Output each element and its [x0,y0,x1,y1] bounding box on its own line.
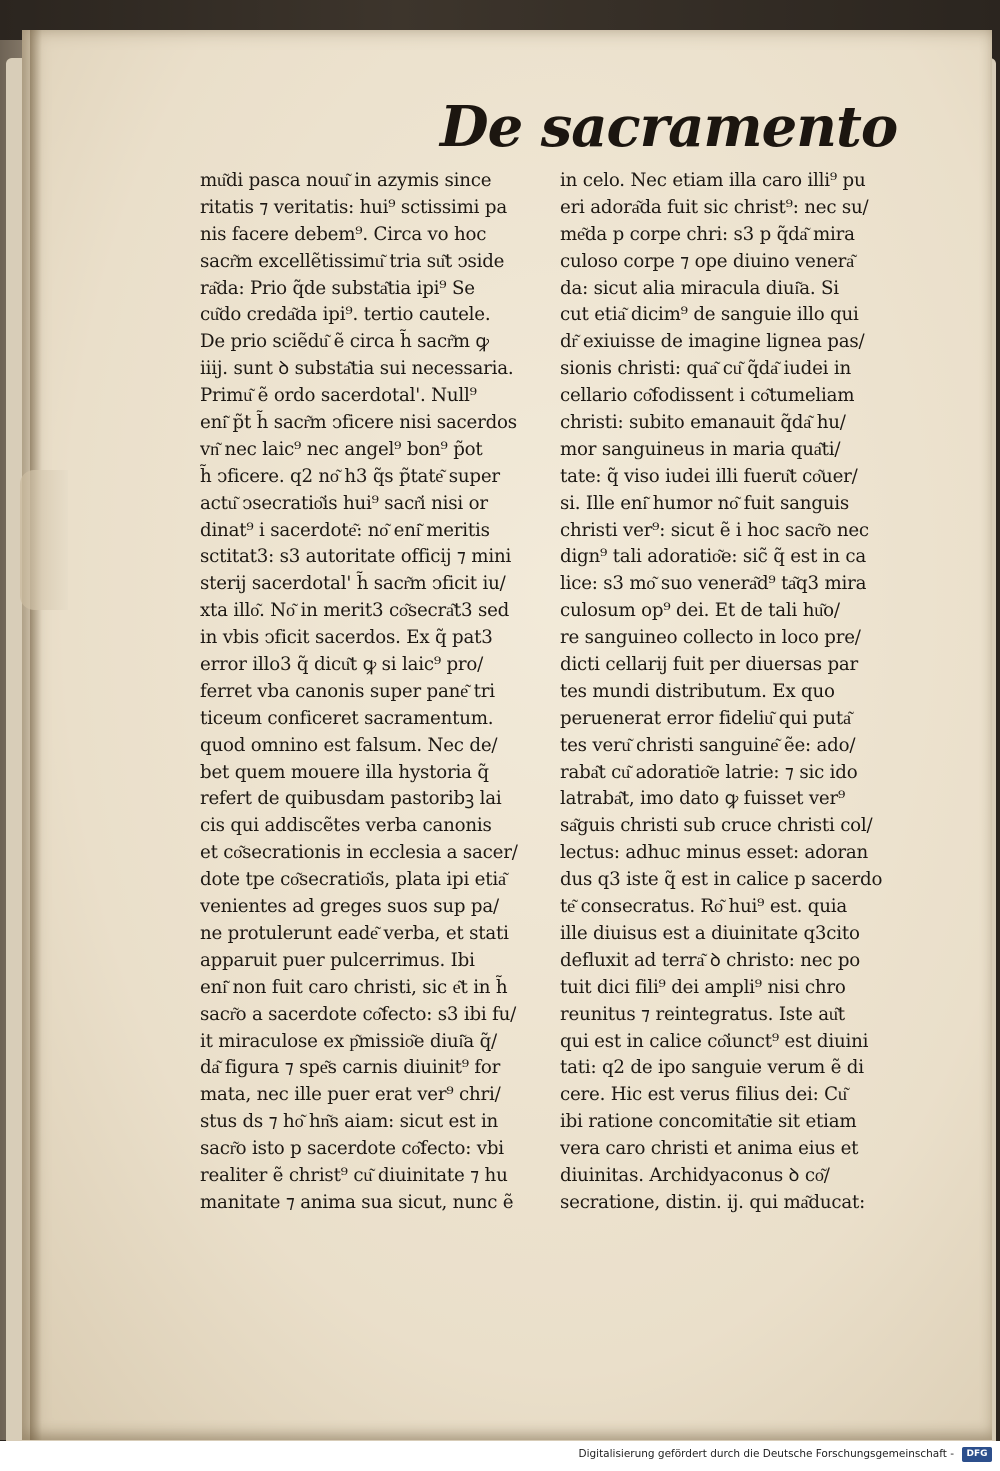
text-line: ne protulerunt eade͂ verba, et stati [200,922,509,944]
right-text-column [560,168,920,1217]
text-line: dr͂ exiuisse de imagine lignea pas/ [560,331,865,353]
text-line: qui est in calice co͂iunct⁹ est diuini [560,1030,869,1052]
text-line: in vbis ↄficit sacerdos. Ex q̃ pat3 [200,627,493,649]
text-line: christi ver⁹: sicut ẽ i hoc sacr͂o nec [560,519,869,541]
text-line: nis facere debem⁹. Circa vo hoc [200,223,487,245]
text-line: refert de quibusdam pastoribꝫ lai [200,788,502,810]
text-line: apparuit puer pulcerrimus. Ibi [200,949,475,971]
text-line: da: sicut alia miracula diui͂a. Si [560,277,839,299]
text-line: eni͂ non fuit caro christi, sic e͂t in h̃ [200,976,508,998]
text-line: da͂ figura ⁊ spe͂s carnis diuinit⁹ for [200,1057,501,1079]
text-line: quod omnino est falsum. Nec de/ [200,734,498,756]
text-line: et co͂secrationis in ecclesia a sacer/ [200,842,518,864]
text-line: ritatis ⁊ veritatis: hui⁹ sctissimi pa [200,196,507,218]
text-line: mu͂di pasca nouu͂ in azymis since [200,170,492,191]
running-heading: De sacramento [440,94,898,160]
text-line: dign⁹ tali adoratio͂e: sic̃ q̃ est in ca [560,546,866,568]
text-line: h̃ ↄficere. q2 no͂ h3 q̃s p̃tate͂ super [200,465,500,487]
left-text-column [200,168,550,1217]
text-line: re sanguineo collecto in loco pre/ [560,627,861,649]
text-line: cut etia͂ dicim⁹ de sanguie illo qui [560,304,859,326]
text-line: ticeum conficeret sacramentum. [200,707,494,729]
text-line: error illo3 q̃ dicu͂t ꝙ si laic⁹ pro/ [200,654,484,676]
text-line: cu͂do creda͂da ipi⁹. tertio cautele. [200,304,491,326]
digitization-footer [0,1441,1000,1471]
text-line: te͂ consecratus. Ro͂ hui⁹ est. quia [560,896,848,918]
text-line: tes veru͂ christi sanguine͂ ẽe: ado/ [560,734,856,756]
text-line: culosum op⁹ dei. Et de tali hu͂o/ [560,600,840,622]
text-line: vn͂ nec laic⁹ nec angel⁹ bon⁹ p̃ot [200,438,483,460]
text-line: eri adora͂da fuit sic christ⁹: nec su/ [560,196,869,218]
text-line: tuit dici fili⁹ dei ampli⁹ nisi chro [560,976,846,998]
text-line: sacr͂o isto p sacerdote co͂fecto: vbi [200,1138,504,1160]
text-line: dicti cellarij fuit per diuersas par [560,654,859,676]
text-line: it miraculose ex p͂missio͂e diui͂a q̃/ [200,1030,497,1052]
text-line: reunitus ⁊ reintegratus. Iste au͂t [560,1003,845,1025]
text-line: peruenerat error fideliu͂ qui puta͂ [560,707,851,729]
text-line: eni͂ p̃t h̃ sacr͂m ↄficere nisi sacerdos [200,412,517,434]
text-line: ferret vba canonis super pane͂ tri [200,680,495,702]
text-line: cis qui addiscẽtes verba canonis [200,815,492,837]
text-line: venientes ad greges suos sup pa/ [200,896,499,918]
text-line: ibi ratione concomita͂tie sit etiam [560,1111,857,1133]
text-line: dus q3 iste q̃ est in calice p sacerdo [560,869,883,891]
text-line: si. Ille eni͂ humor no͂ fuit sanguis [560,492,850,514]
text-line: stus ds ⁊ ho͂ hn͂s aiam: sicut est in [200,1111,499,1133]
funding-credit: Digitalisierung gefördert durch die Deutsche Forschungsgemeinschaft - [578,1448,954,1460]
page-gutter-shadow [30,30,42,1440]
text-line: sterij sacerdotal' h̃ sacr͂m ↄficit iu/ [200,573,506,595]
text-line: dinat⁹ i sacerdote͂: no͂ eni͂ meritis [200,519,490,541]
text-line: tate: q̃ viso iudei illi fueru͂t co͂uer/ [560,465,858,487]
text-line: sacr͂m excellẽtissimu͂ tria su͂t ↄside [200,250,505,272]
text-line: vera caro christi et anima eius et [560,1138,859,1160]
text-line: christi: subito emanauit q̃da͂ hu/ [560,412,846,434]
text-line: diuinitas. Archidyaconus ꝺ co͂/ [560,1164,830,1186]
text-line: defluxit ad terra͂ ꝺ christo: nec po [560,949,861,971]
text-line: sa͂guis christi sub cruce christi col/ [560,815,873,837]
text-line: cellario co͂fodissent i co͂tumeliam [560,385,855,407]
text-line: tati: q2 de ipo sanguie verum ẽ di [560,1057,864,1079]
dfg-logo: DFG [962,1447,992,1462]
text-line: tes mundi distributum. Ex quo [560,680,835,702]
text-line: realiter ẽ christ⁹ cu͂ diuinitate ⁊ hu [200,1164,508,1186]
page-edge-tab [20,470,68,610]
text-line: sionis christi: qua͂ cu͂ q̃da͂ iudei in [560,358,851,380]
text-line: cere. Hic est verus filius dei: Cu͂ [560,1084,847,1106]
text-line: raba͂t cu͂ adoratio͂e latrie: ⁊ sic ido [560,761,858,783]
text-line: secratione, distin. ij. qui ma͂ducat: [560,1191,866,1213]
text-line: actu͂ ↄsecratio͂is hui⁹ sacr͂i nisi or [200,492,488,514]
text-line: ille diuisus est a diuinitate q3cito [560,922,860,944]
text-line: xta illo͂. No͂ in merit3 co͂secra͂t3 sed [200,600,510,622]
text-line: me͂da p corpe chri: s3 p q̃da͂ mira [560,223,855,245]
text-line: sctitat3: s3 autoritate officij ⁊ mini [200,546,512,568]
text-line: dote tpe co͂secratio͂is, plata ipi etia͂ [200,869,506,891]
text-line: ra͂da: Prio q̃de substa͂tia ipi⁹ Se [200,277,475,299]
text-line: latraba͂t, imo dato ꝙ fuisset ver⁹ [560,788,846,810]
text-line: lectus: adhuc minus esset: adoran [560,842,869,864]
text-line: Primu͂ ẽ ordo sacerdotal'. Null⁹ [200,385,477,407]
text-line: mor sanguineus in maria qua͂ti/ [560,438,841,460]
text-line: De prio sciẽdu͂ ẽ circa h̃ sacr͂m ꝙ [200,331,489,353]
text-line: iiij. sunt ꝺ substa͂tia sui necessaria. [200,358,514,380]
text-line: bet quem mouere illa hystoria q̃ [200,761,489,783]
text-line: sacr͂o a sacerdote co͂fecto: s3 ibi fu/ [200,1003,517,1025]
text-line: culoso corpe ⁊ ope diuino venera͂ [560,250,855,272]
text-line: in celo. Nec etiam illa caro illi⁹ pu [560,170,866,191]
text-line: mata, nec ille puer erat ver⁹ chri/ [200,1084,501,1106]
text-line: manitate ⁊ anima sua sicut, nunc ẽ [200,1191,514,1213]
text-line: lice: s3 mo͂ suo venera͂d⁹ ta͂q3 mira [560,573,867,595]
